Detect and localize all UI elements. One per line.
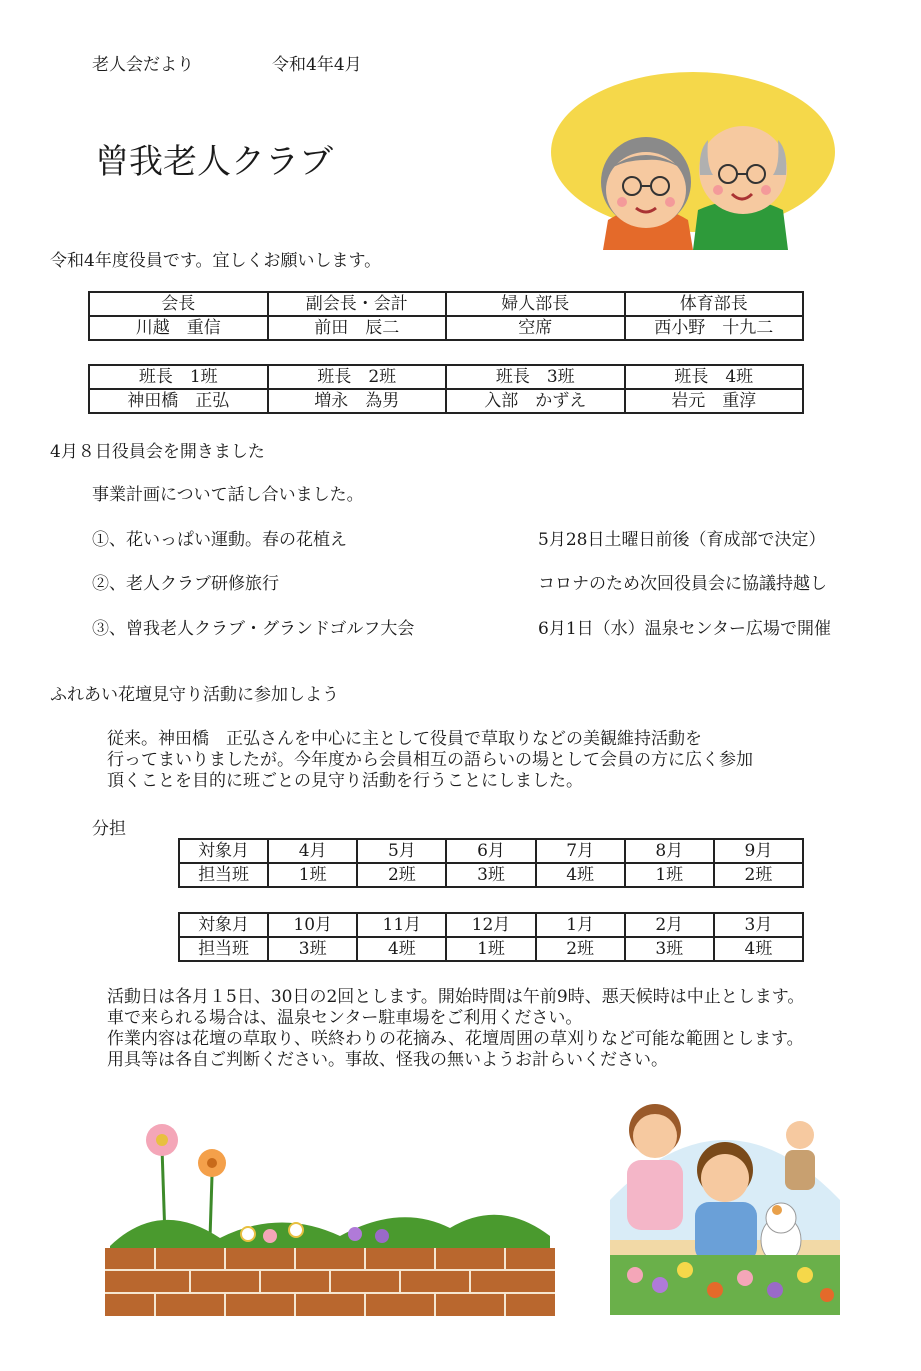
group-title: 班長 4班 <box>625 365 804 389</box>
girl-figure <box>627 1104 683 1230</box>
children-gardening-illustration <box>605 1090 845 1315</box>
group-cell: 2班 <box>714 863 803 887</box>
grass-foliage <box>110 1215 550 1253</box>
note-line: 活動日は各月１5日、30日の2回とします。開始時間は午前9時、悪天候時は中止とします。 <box>107 987 805 1007</box>
month-cell: 6月 <box>446 839 535 863</box>
pink-flower-icon <box>146 1124 178 1156</box>
officers-name-row <box>89 316 803 340</box>
group-cell: 1班 <box>446 937 535 961</box>
paragraph-line: 従来。神田橋 正弘さんを中心に主として役員で草取りなどの美観維持活動を <box>107 729 702 749</box>
note-line: 車で来られる場合は、温泉センター駐車場をご利用ください。 <box>107 1008 583 1028</box>
month-cell: 9月 <box>714 839 803 863</box>
month-cell: 2月 <box>625 913 714 937</box>
month-cell: 5月 <box>357 839 446 863</box>
month-cell: 10月 <box>268 913 357 937</box>
brick-flowerbed-illustration <box>100 1118 560 1318</box>
yellow-sun-background <box>551 72 835 232</box>
group-cell: 2班 <box>536 937 625 961</box>
officers-intro: 令和4年度役員です。宜しくお願いします。 <box>50 251 382 271</box>
officer-name: 西小野 十九二 <box>625 316 804 340</box>
plan-item-label: ①、花いっぱい運動。春の花植え <box>92 530 347 550</box>
month-cell: 8月 <box>625 839 714 863</box>
row-label: 対象月 <box>179 839 268 863</box>
group-title-row <box>89 365 803 389</box>
group-cell: 4班 <box>536 863 625 887</box>
newsletter-label: 老人会だより <box>92 55 194 75</box>
group-cell: 2班 <box>357 863 446 887</box>
officers-table <box>88 291 804 341</box>
orange-flower-icon <box>198 1149 226 1177</box>
plan-item-note: コロナのため次回役員会に協議持越し <box>538 574 827 594</box>
group-leader-name: 神田橋 正弘 <box>89 389 268 413</box>
schedule-group-row <box>179 863 803 887</box>
group-cell: 4班 <box>357 937 446 961</box>
flowerbed-paragraph <box>107 729 867 792</box>
club-title: 曾我老人クラブ <box>95 142 333 182</box>
officer-title: 婦人部長 <box>446 292 625 316</box>
group-leader-name: 増永 為男 <box>268 389 447 413</box>
row-label: 担当班 <box>179 863 268 887</box>
schedule-group-row <box>179 937 803 961</box>
officer-name: 空席 <box>446 316 625 340</box>
month-cell: 11月 <box>357 913 446 937</box>
group-title: 班長 2班 <box>268 365 447 389</box>
group-cell: 1班 <box>268 863 357 887</box>
group-title: 班長 1班 <box>89 365 268 389</box>
note-line: 作業内容は花壇の草取り、咲終わりの花摘み、花壇周囲の草刈りなど可能な範囲とします。 <box>107 1029 804 1049</box>
paragraph-line: 行ってまいりましたが。今年度から会員相互の語らいの場として会員の方に広く参加 <box>107 750 753 770</box>
assignment-label: 分担 <box>92 819 126 839</box>
flowerbed-heading: ふれあい花壇見守り活動に参加しよう <box>50 685 339 705</box>
group-cell: 3班 <box>625 937 714 961</box>
month-cell: 4月 <box>268 839 357 863</box>
meeting-heading: 4月８日役員会を開きました <box>50 442 265 462</box>
officer-name: 前田 辰二 <box>268 316 447 340</box>
elderly-couple-illustration <box>548 70 838 250</box>
plan-item-note: 6月1日（水）温泉センター広場で開催 <box>538 619 831 639</box>
cat-icon <box>761 1203 801 1264</box>
plan-item-note: 5月28日土曜日前後（育成部で決定） <box>538 530 826 550</box>
month-cell: 1月 <box>536 913 625 937</box>
officer-name: 川越 重信 <box>89 316 268 340</box>
plan-item-label: ③、曾我老人クラブ・グランドゴルフ大会 <box>92 619 415 639</box>
meeting-subheading: 事業計画について話し合いました。 <box>92 485 364 505</box>
row-label: 対象月 <box>179 913 268 937</box>
group-leader-row <box>89 389 803 413</box>
group-leader-name: 入部 かずえ <box>446 389 625 413</box>
grandfather-face <box>699 126 787 214</box>
officer-title: 体育部長 <box>625 292 804 316</box>
group-cell: 1班 <box>625 863 714 887</box>
flowerbed <box>610 1255 840 1315</box>
schedule-table-1 <box>178 838 804 888</box>
schedule-month-row <box>179 913 803 937</box>
group-cell: 3班 <box>268 937 357 961</box>
woman-figure <box>786 1121 814 1149</box>
group-cell: 3班 <box>446 863 535 887</box>
month-cell: 3月 <box>714 913 803 937</box>
officers-title-row <box>89 292 803 316</box>
officer-title: 副会長・会計 <box>268 292 447 316</box>
row-label: 担当班 <box>179 937 268 961</box>
group-title: 班長 3班 <box>446 365 625 389</box>
officer-title: 会長 <box>89 292 268 316</box>
plan-item-label: ②、老人クラブ研修旅行 <box>92 574 279 594</box>
schedule-table-2 <box>178 912 804 962</box>
issue-date: 令和4年4月 <box>272 55 362 75</box>
group-cell: 4班 <box>714 937 803 961</box>
group-leaders-table <box>88 364 804 414</box>
activity-notes <box>107 987 867 1071</box>
paragraph-line: 頂くことを目的に班ごとの見守り活動を行うことにしました。 <box>107 771 583 791</box>
month-cell: 7月 <box>536 839 625 863</box>
group-leader-name: 岩元 重淳 <box>625 389 804 413</box>
note-line: 用具等は各自ご判断ください。事故、怪我の無いようお計らいください。 <box>107 1050 668 1070</box>
schedule-month-row <box>179 839 803 863</box>
month-cell: 12月 <box>446 913 535 937</box>
